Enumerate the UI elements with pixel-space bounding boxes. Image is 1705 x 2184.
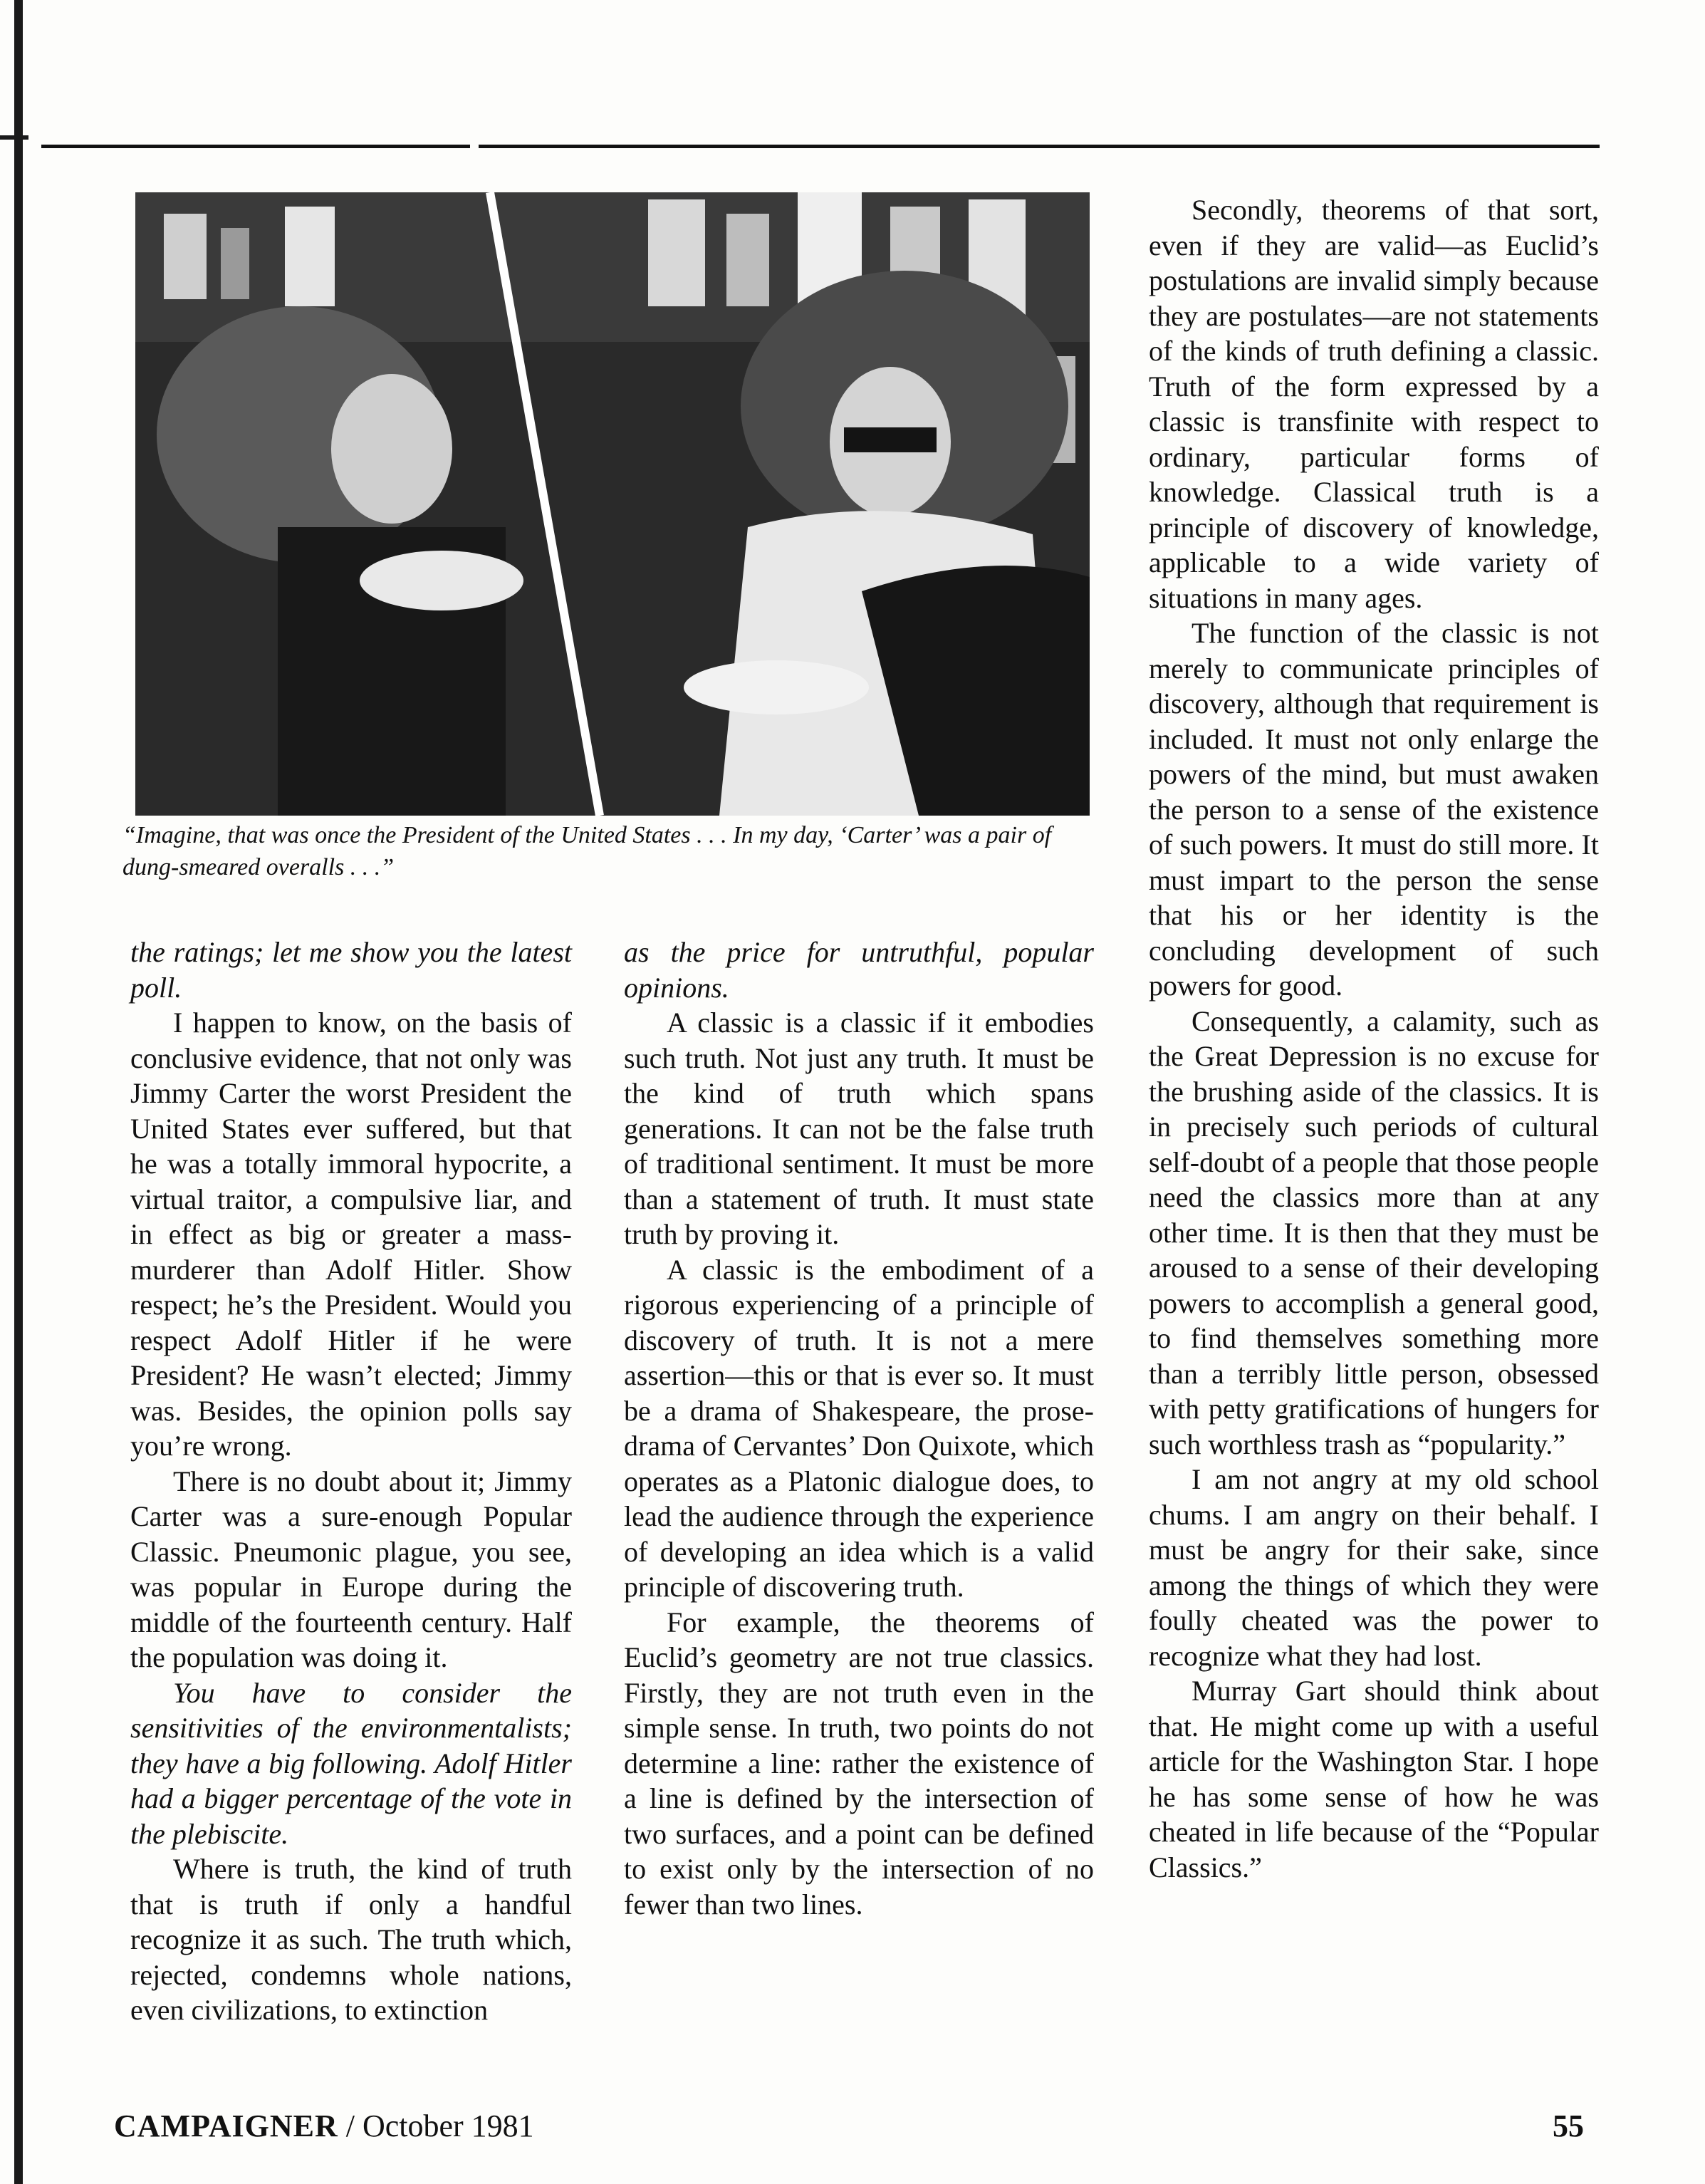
footer-publication bbox=[114, 2108, 534, 2144]
column1-paragraph-4: You have to consider the sensitivities of the environmentalists; they have a big following. Adolf Hitler had a bigger percentage of the vote in the plebiscite. bbox=[130, 1676, 572, 1850]
footer-issue-date: / October 1981 bbox=[338, 2108, 534, 2143]
scan-edge-tick bbox=[0, 135, 28, 140]
article-column-1 bbox=[130, 935, 572, 2028]
header-rule-left bbox=[41, 145, 470, 148]
header-rule-right bbox=[479, 145, 1600, 148]
column3-paragraph-3: Consequently, a calamity, such as the Great Depression is no excuse for the brushing aside of the classics. It is in precisely such periods of cultural self-doubt of a people that those people need the classics more than at any other time. It is then that they must be aroused to a sense of their developing powers to accomplish a general good, to find themselves something more than a terribly little person, obsessed with petty gratifications of hungers for such worthless trash as “popularity.” bbox=[1149, 1004, 1599, 1460]
photo-caption: “Imagine, that was once the President of the United States . . . In my day, ‘Carter’ was a pair of dung-smeared overalls . . .” bbox=[122, 822, 1052, 880]
column1-paragraph-5: Where is truth, the kind of truth that is truth if only a handful recognize it as such. The truth which, rejected, condemns whole nations, even civilizations, to extinction bbox=[130, 1853, 572, 2026]
footer-magazine-name: CAMPAIGNER bbox=[114, 2108, 338, 2143]
column2-paragraph-2: A classic is a classic if it embodies such truth. Not just any truth. It must be the kind of truth which spans generations. It can not be the false truth of traditional sentiment. It must be more than a statement of truth. It must state truth by proving it. bbox=[624, 1007, 1094, 1250]
column2-paragraph-1: as the price for untruthful, popular opinions. bbox=[624, 936, 1094, 1004]
article-column-3 bbox=[1149, 192, 1599, 1885]
column1-paragraph-2: I happen to know, on the basis of conclusive evidence, that not only was Jimmy Carter the worst President the United States ever suffered, but that he was a totally immoral hypocrite, a virtual traitor, a compulsive liar, and in effect as big or greater a mass-murderer than Adolf Hitler. Show respect; he’s the President. Would you respect Adolf Hitler if he were President? He wasn’t elected; Jimmy was. Besides, the opinion polls say you’re wrong. bbox=[130, 1007, 572, 1462]
photo-carter-eating bbox=[135, 192, 1090, 816]
column1-paragraph-1: the ratings; let me show you the latest poll. bbox=[130, 936, 572, 1004]
column3-paragraph-2: The function of the classic is not merely to communicate principles of discovery, although that requirement is included. It must not only enlarge the powers of the mind, but must awaken the person to a sense of the existence of such powers. It must do still more. It must impart to the person the sense that his or her identity is the concluding development of such powers for good. bbox=[1149, 617, 1599, 1002]
column2-paragraph-4: For example, the theorems of Euclid’s geometry are not true classics. Firstly, they are not truth even in the simple sense. In truth, two points do not determine a line: rather the existence of a line is defined by the intersection of two surfaces, and a point can be defined to exist only by the intersection of no fewer than two lines. bbox=[624, 1606, 1094, 1920]
column3-paragraph-4: I am not angry at my old school chums. I am angry on their behalf. I must be angry for their sake, since among the things of which they were foully cheated was the power to recognize what they had lost. bbox=[1149, 1463, 1599, 1672]
column2-paragraph-3: A classic is the embodiment of a rigorous experiencing of a principle of discovery of truth. It is not a mere assertion—this or that is ever so. It must be a drama of Shakespeare, the prose-drama of Cervantes’ Don Quixote, which operates as a Platonic dialogue does, to lead the audience through the experience of developing an idea which is a valid principle of discovering truth. bbox=[624, 1253, 1094, 1603]
page-number: 55 bbox=[1553, 2108, 1584, 2143]
column1-paragraph-3: There is no doubt about it; Jimmy Carter was a sure-enough Popular Classic. Pneumonic plague, you see, was popular in Europe during the middle of the fourteenth century. Half the population was doing it. bbox=[130, 1465, 572, 1673]
article-column-2 bbox=[624, 935, 1094, 1922]
column3-paragraph-1: Secondly, theorems of that sort, even if they are valid—as Euclid’s postulations are invalid simply because they are postulates—are not statements of the kinds of truth defining a classic. Truth of the form expressed by a classic is transfinite with respect to ordinary, particular forms of knowledge. Classical truth is a principle of discovery of knowledge, applicable to a wide variety of situations in many ages. bbox=[1149, 194, 1599, 614]
column3-paragraph-5: Murray Gart should think about that. He might come up with a useful article for the Washington Star. I hope he has some sense of how he was cheated in life because of the “Popular Classics.” bbox=[1149, 1675, 1599, 1883]
scan-edge-bar bbox=[14, 0, 23, 2184]
